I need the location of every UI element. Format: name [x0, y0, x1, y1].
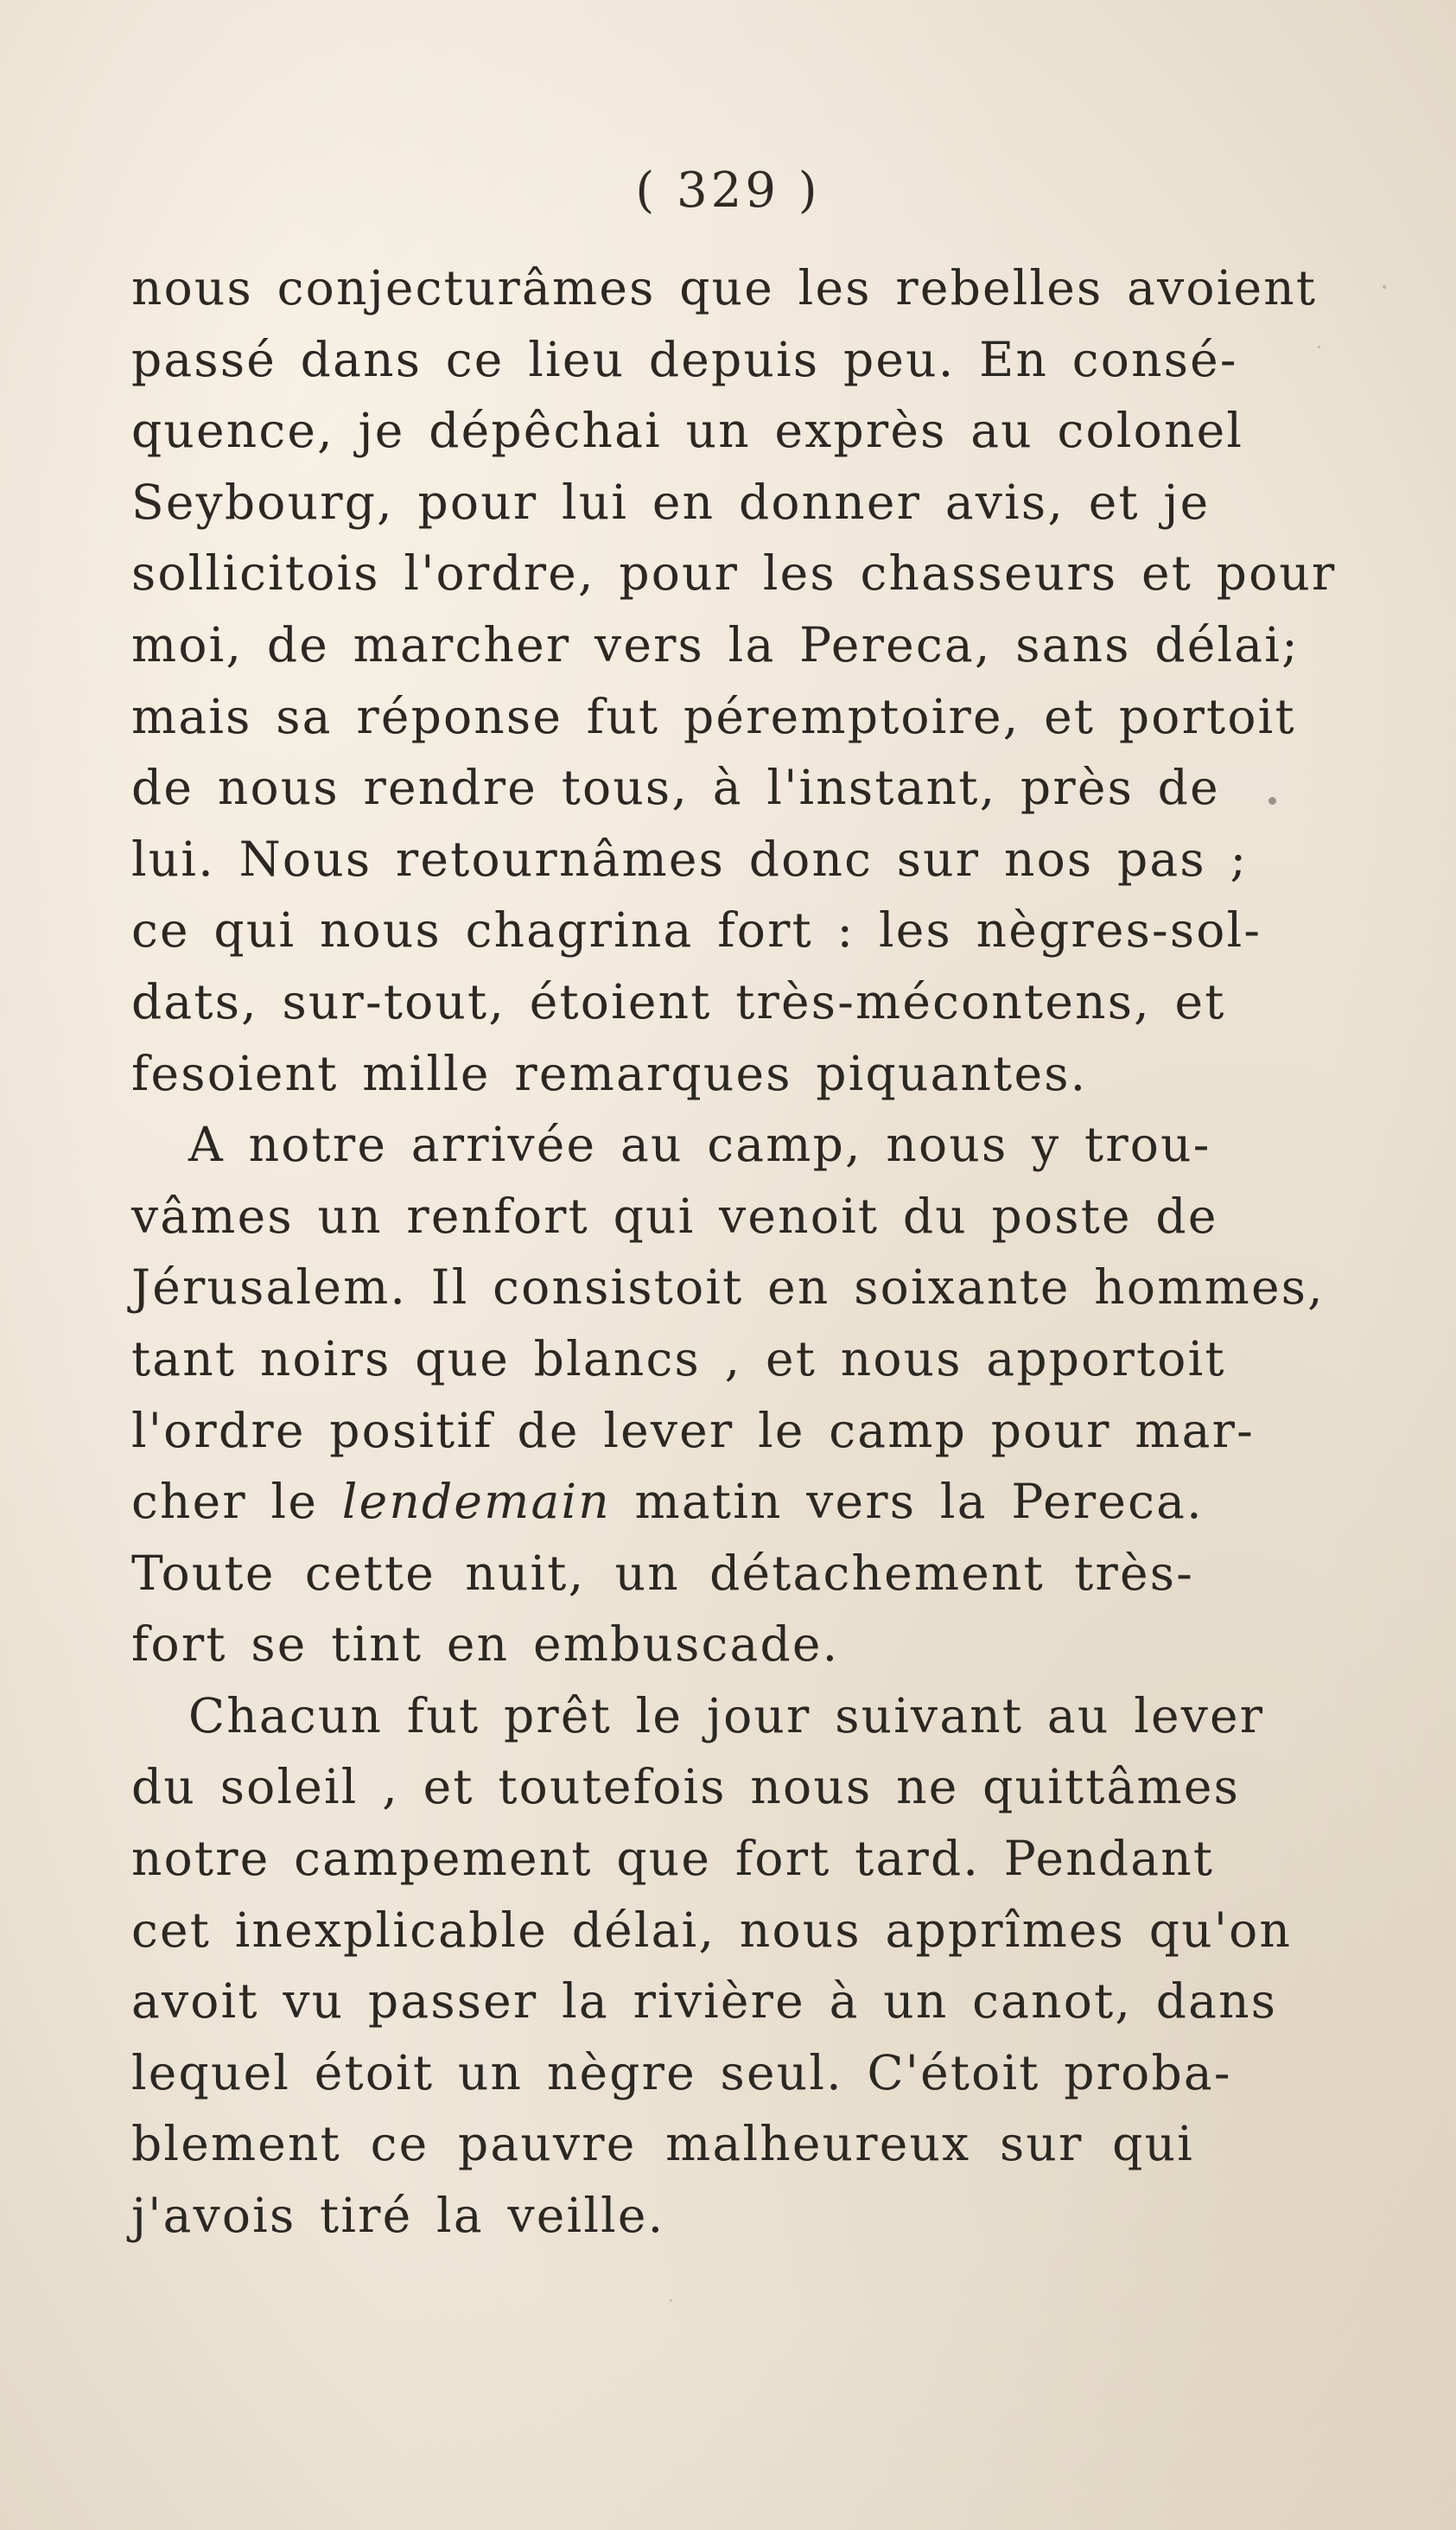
text-line: de nous rendre tous, à l'instant, près de: [131, 760, 1220, 816]
text-line: sollicitois l'ordre, pour les chasseurs et pour: [131, 545, 1337, 602]
text-line: notre campement que fort tard. Pendant: [131, 1831, 1215, 1887]
text-line: vâmes un renfort qui venoit du poste de: [131, 1188, 1218, 1244]
paper-speck: [670, 2299, 672, 2302]
text-line: l'ordre positif de lever le camp pour mar-: [131, 1402, 1255, 1458]
text-line: A notre arrivée au camp, nous y trou-: [188, 1117, 1211, 1173]
text-line: Toute cette nuit, un détachement très-: [131, 1545, 1194, 1601]
text-line: mais sa réponse fut péremptoire, et portoit: [131, 688, 1296, 744]
text-line: dats, sur-tout, étoient très-mécontens, et: [131, 973, 1226, 1029]
text-line: j'avois tiré la veille.: [131, 2188, 665, 2244]
text-line: blement ce pauvre malheureux sur qui: [131, 2116, 1194, 2172]
text-segment: cher le: [131, 1474, 319, 1530]
italic-word: lendemain: [341, 1474, 611, 1530]
text-line: fesoient mille remarques piquantes.: [131, 1045, 1088, 1101]
text-line: lui. Nous retournâmes donc sur nos pas ;: [131, 831, 1249, 887]
text-line: quence, je dépêchai un exprès au colonel: [131, 403, 1244, 459]
text-line: nous conjecturâmes que les rebelles avoient: [131, 260, 1318, 315]
text-line: lequel étoit un nègre seul. C'étoit proba-: [131, 2044, 1232, 2100]
text-line: ce qui nous chagrina fort : les nègres-sol-: [131, 902, 1262, 959]
text-line: fort se tint en embuscade.: [131, 1616, 840, 1673]
text-line-mixed: [131, 1466, 1204, 1538]
paper-speck: [1268, 797, 1276, 805]
text-line: du soleil , et toutefois nous ne quittâmes: [131, 1759, 1241, 1815]
text-segment: matin vers la Pereca.: [634, 1474, 1204, 1530]
text-line: Chacun fut prêt le jour suivant au lever: [188, 1687, 1265, 1743]
text-line: avoit vu passer la rivière à un canot, dans: [131, 1973, 1278, 2030]
body-text: [131, 252, 1337, 2252]
text-line: tant noirs que blancs , et nous apportoit: [131, 1330, 1226, 1386]
paper-speck: [1383, 285, 1386, 289]
text-line: moi, de marcher vers la Pereca, sans délai;: [131, 616, 1300, 672]
paper-speck: [1318, 346, 1320, 348]
text-line: Jérusalem. Il consistoit en soixante hommes,: [131, 1259, 1325, 1316]
text-line: Seybourg, pour lui en donner avis, et je: [131, 474, 1211, 530]
text-line: cet inexplicable délai, nous apprîmes qu'on: [131, 1902, 1293, 1958]
text-line: passé dans ce lieu depuis peu. En consé-: [131, 331, 1238, 387]
page-number: ( 329 ): [635, 163, 821, 219]
